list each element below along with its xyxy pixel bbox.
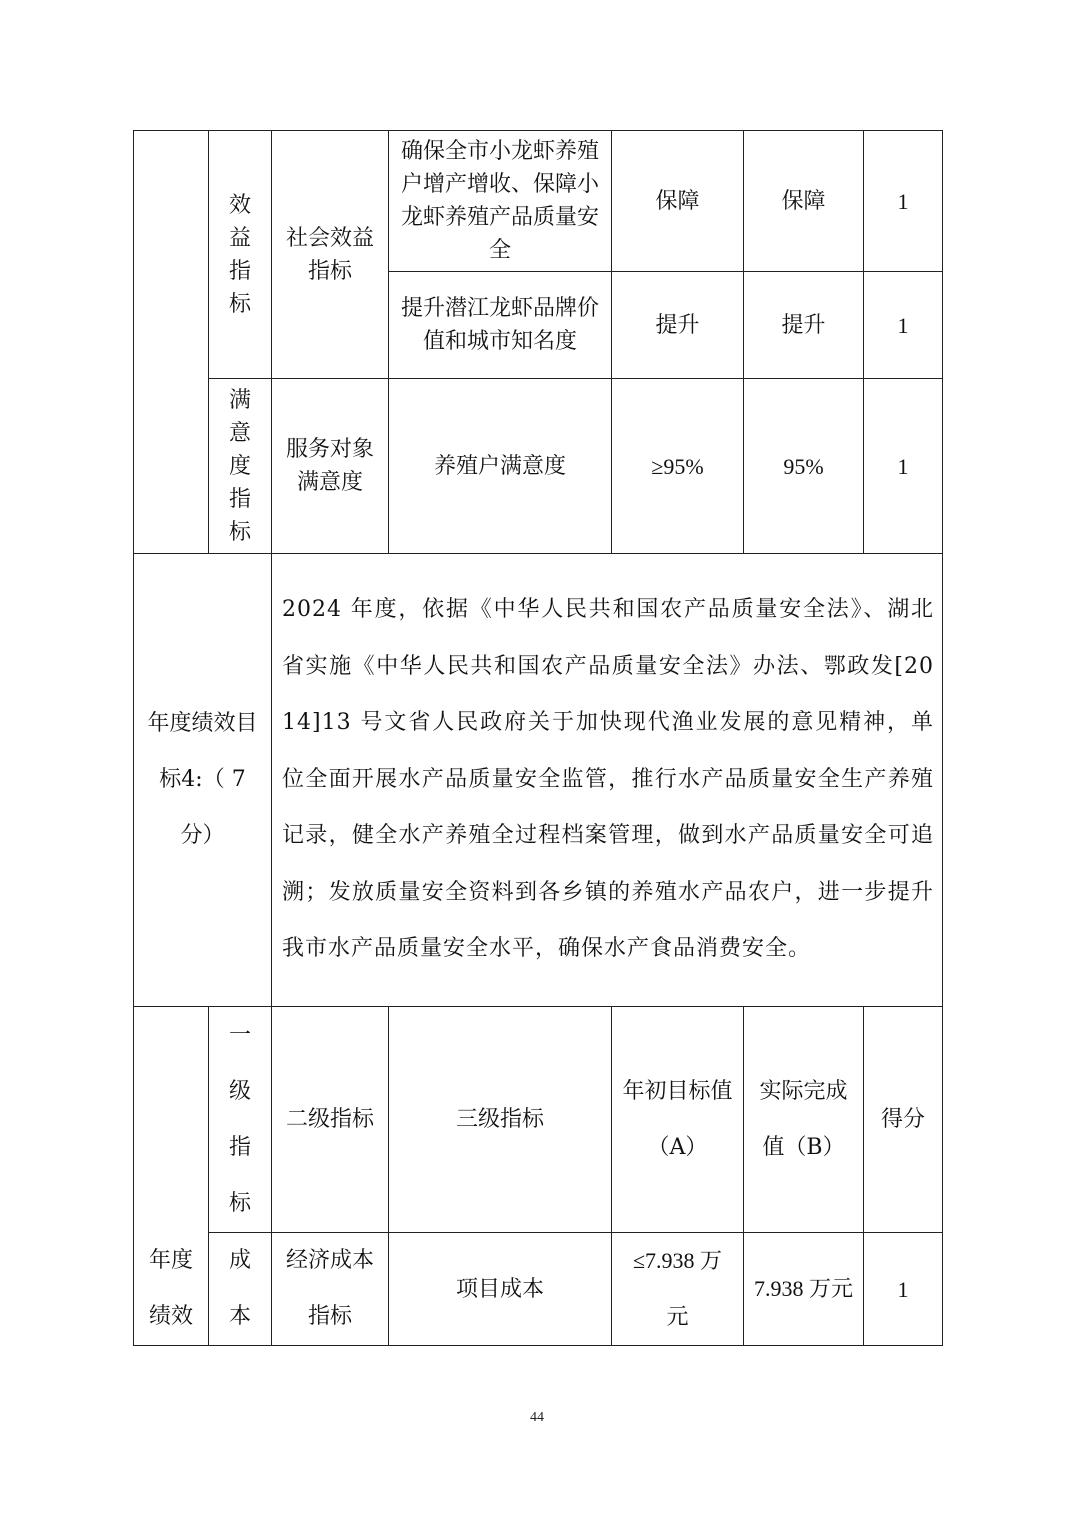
level2-cell: 服务对象满意度 xyxy=(272,379,389,554)
group-label-cell: 年度绩效 xyxy=(134,1007,209,1346)
page-number: 44 xyxy=(530,1410,544,1425)
level1-cell: 成本 xyxy=(209,1233,272,1346)
score-cell: 1 xyxy=(864,131,943,272)
score-header: 得分 xyxy=(864,1007,943,1233)
header-row xyxy=(134,1007,943,1233)
level3-cell: 养殖户满意度 xyxy=(389,379,612,554)
score-cell: 1 xyxy=(864,272,943,379)
level2-cell: 社会效益指标 xyxy=(272,131,389,379)
actual-header: 实际完成值（B） xyxy=(744,1007,864,1233)
actual-cell: 95% xyxy=(744,379,864,554)
table-row xyxy=(134,379,943,554)
level1-cell: 效益指标 xyxy=(209,131,272,379)
goal-row xyxy=(134,554,943,1007)
table-row xyxy=(134,131,943,272)
level1-cell: 满意度指标 xyxy=(209,379,272,554)
actual-cell: 保障 xyxy=(744,131,864,272)
goal-text-cell: 2024 年度，依据《中华人民共和国农产品质量安全法》、湖北省实施《中华人民共和国农产品质量安全法》办法、鄂政发[2014]13 号文省人民政府关于加快现代渔业发展的意见精神，单位全面开展水产品质量安全监管，推行水产品质量安全生产养殖记录，健全水产养殖全过程档案管理，做到水产品质量安全可追溯；发放质量安全资料到各乡镇的养殖水产品农户，进一步提升我市水产品质量安全水平，确保水产食品消费安全。 xyxy=(272,554,943,1007)
level2-header: 二级指标 xyxy=(272,1007,389,1233)
level3-header: 三级指标 xyxy=(389,1007,612,1233)
level2-cell: 经济成本指标 xyxy=(272,1233,389,1346)
table-row xyxy=(134,1233,943,1346)
score-cell: 1 xyxy=(864,1233,943,1346)
level1-header: 一级指标 xyxy=(209,1007,272,1233)
target-cell: 提升 xyxy=(612,272,744,379)
target-cell: ≤7.938 万元 xyxy=(612,1233,744,1346)
actual-cell: 7.938 万元 xyxy=(744,1233,864,1346)
level3-cell: 项目成本 xyxy=(389,1233,612,1346)
score-cell: 1 xyxy=(864,379,943,554)
level3-cell: 提升潜江龙虾品牌价值和城市知名度 xyxy=(389,272,612,379)
target-cell: 保障 xyxy=(612,131,744,272)
target-cell: ≥95% xyxy=(612,379,744,554)
actual-cell: 提升 xyxy=(744,272,864,379)
blank-group-cell xyxy=(134,131,209,554)
target-header: 年初目标值（A） xyxy=(612,1007,744,1233)
performance-table xyxy=(133,130,943,1346)
level3-cell: 确保全市小龙虾养殖户增产增收、保障小龙虾养殖产品质量安全 xyxy=(389,131,612,272)
goal-label-cell: 年度绩效目标4:（ 7 分） xyxy=(134,554,272,1007)
